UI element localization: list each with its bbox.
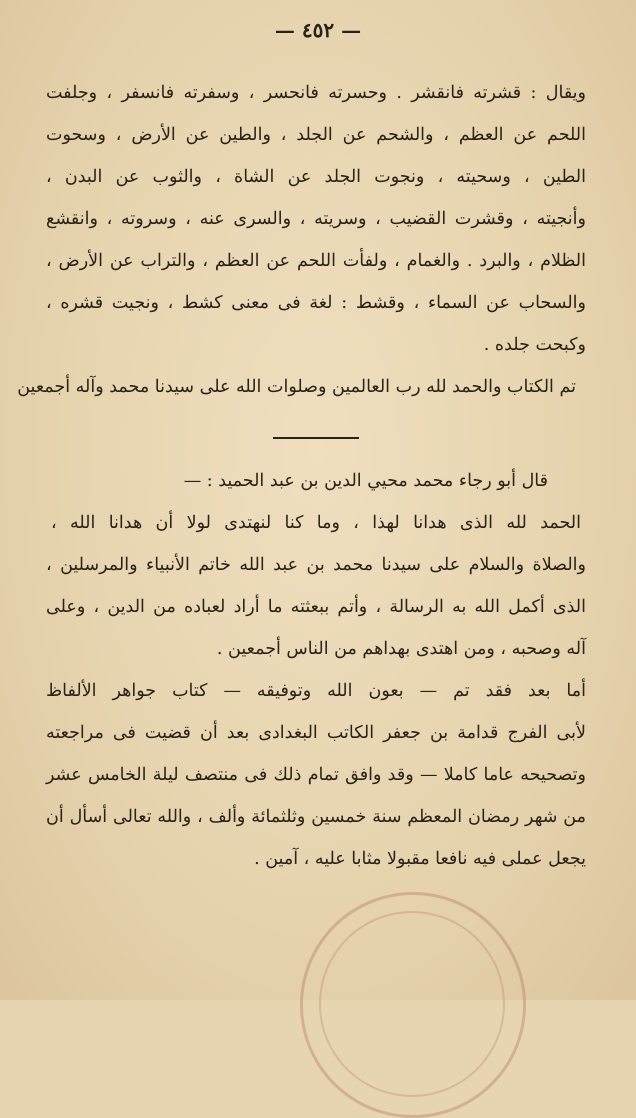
text-line: وتصحيحه عاما كاملا — وقد وافق تمام ذلك فى منتصف ليلة الخامس عشر xyxy=(46,765,586,785)
text-line: والصلاة والسلام على سيدنا محمد بن عبد الله خاتم الأنبياء والمرسلين ، xyxy=(46,555,586,575)
text-line: أما بعد فقد تم — بعون الله وتوفيقه — كتاب جواهر الألفاظ xyxy=(46,681,586,701)
text-line: الظلام ، والبرد . والغمام ، ولفأت اللحم عن العظم ، والتراب عن الأرض ، xyxy=(46,251,586,271)
colophon-line: تم الكتاب والحمد لله رب العالمين وصلوات الله على سيدنا محمد وآله أجمعين xyxy=(17,377,576,397)
text-line: اللحم عن العظم ، والشحم عن الجلد ، والطين عن الأرض ، وسحوت xyxy=(46,125,586,145)
library-stamp xyxy=(300,892,526,1118)
text-line: من شهر رمضان المعظم سنة خمسين وثلثمائة وألف ، والله تعالى أسأل أن xyxy=(46,807,586,827)
text-line: لأبى الفرج قدامة بن جعفر الكاتب البغدادى بعد أن قضيت فى مراجعته xyxy=(46,723,586,743)
text-line: والسحاب عن السماء ، وقشط : لغة فى معنى كشط ، ونجيت قشره ، xyxy=(46,293,586,313)
text-line: آله وصحبه ، ومن اهتدى بهداهم من الناس أجمعين . xyxy=(216,639,586,659)
text-line: يجعل عملى فيه نافعا مقبولا مثابا عليه ، آمين . xyxy=(254,849,586,869)
section-divider xyxy=(273,437,359,439)
author-intro-line: قال أبو رجاء محمد محيي الدين بن عبد الحميد : — xyxy=(183,471,548,491)
page-number: — ٤٥٢ — xyxy=(274,18,362,42)
text-line: الذى أكمل الله به الرسالة ، وأتم ببعثته ما أراد لعباده من الدين ، وعلى xyxy=(46,597,586,617)
text-line: ويقال : قشرته فانقشر . وحسرته فانحسر ، وسفرته فانسفر ، وجلفت xyxy=(46,83,586,103)
text-line: وكبحت جلده . xyxy=(483,335,586,355)
text-line: الحمد لله الذى هدانا لهذا ، وما كنا لنهتدى لولا أن هدانا الله ، xyxy=(51,513,581,533)
text-line: وأنجيته ، وقشرت القضيب ، وسريته ، والسرى عنه ، وسروته ، وانقشع xyxy=(46,209,586,229)
text-line: الطين ، وسحيته ، ونجوت الجلد عن الشاة ، والثوب عن البدن ، xyxy=(46,167,586,187)
library-stamp-inner-ring xyxy=(319,911,505,1097)
